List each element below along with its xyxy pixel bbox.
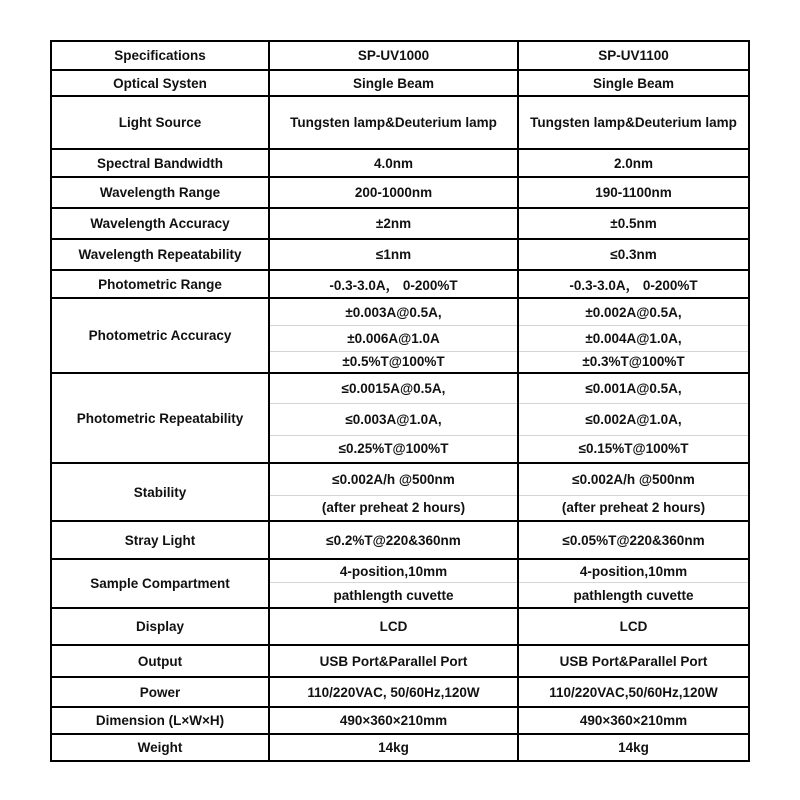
value-line: ±0.003A@0.5A, xyxy=(345,304,442,320)
value-cell-sp-uv1000 xyxy=(270,646,519,676)
row-label: Wavelength Accuracy xyxy=(90,216,230,231)
value-line: 14kg xyxy=(618,740,649,755)
row-label: Stray Light xyxy=(124,532,196,548)
value-line: 14kg xyxy=(378,740,409,755)
value-line: ≤0.002A@1.0A, xyxy=(519,403,748,434)
value-cell-sp-uv1100 xyxy=(519,271,748,297)
row-label: Photometric Range xyxy=(98,276,222,292)
row-label: Light Source xyxy=(118,115,202,130)
row-label-cell xyxy=(52,464,270,520)
value-cell-sp-uv1000 xyxy=(270,374,519,462)
value-line: ≤0.002A/h @500nm xyxy=(572,471,695,487)
row-label: Optical Systen xyxy=(113,75,207,91)
row-label: Display xyxy=(135,619,185,634)
row-label: Wavelength Repeatability xyxy=(78,247,242,262)
value-line: ±0.3%T@100%T xyxy=(519,351,748,372)
value-cell-sp-uv1100 xyxy=(519,71,748,95)
value-cell-sp-uv1000 xyxy=(270,209,519,238)
table-row-display xyxy=(52,607,748,644)
value-line: 490×360×210mm xyxy=(579,713,688,728)
value-line: USB Port&Parallel Port xyxy=(319,653,468,669)
value-line: ≤0.0015A@0.5A, xyxy=(341,381,446,397)
table-row-photometric-repeatability xyxy=(52,372,748,462)
row-label: Power xyxy=(139,684,181,700)
value-cell-sp-uv1100 xyxy=(519,240,748,269)
value-cell-sp-uv1100 xyxy=(519,374,748,462)
value-line: ±0.002A@0.5A, xyxy=(585,304,682,320)
value-cell-sp-uv1000 xyxy=(270,678,519,706)
value-cell-sp-uv1000 xyxy=(270,708,519,733)
value-cell-sp-uv1100 xyxy=(519,678,748,706)
value-cell-sp-uv1000 xyxy=(270,178,519,207)
row-label-cell xyxy=(52,240,270,269)
value-cell-sp-uv1100 xyxy=(519,209,748,238)
value-cell-sp-uv1000 xyxy=(270,97,519,148)
row-label-cell xyxy=(52,150,270,176)
row-label-cell xyxy=(52,560,270,607)
header-specifications xyxy=(52,42,270,69)
value-line: ≤0.003A@1.0A, xyxy=(270,403,517,434)
value-cell-sp-uv1000 xyxy=(270,560,519,607)
value-line: 2.0nm xyxy=(613,155,654,171)
row-label: Sample Compartment xyxy=(90,576,230,591)
value-line: pathlength cuvette xyxy=(519,582,748,607)
row-label-cell xyxy=(52,646,270,676)
row-label: Dimension (L×W×H) xyxy=(95,713,225,728)
row-label: Photometric Accuracy xyxy=(88,328,232,343)
value-line: USB Port&Parallel Port xyxy=(559,653,708,669)
value-line: ≤0.2%T@220&360nm xyxy=(326,532,461,548)
header-model-sp-uv1100 xyxy=(519,42,748,69)
value-line: 4-position,10mm xyxy=(339,563,448,579)
value-cell-sp-uv1100 xyxy=(519,560,748,607)
table-row-output xyxy=(52,644,748,676)
value-cell-sp-uv1000 xyxy=(270,240,519,269)
value-line: ≤0.002A/h @500nm xyxy=(332,471,455,487)
header-label: Specifications xyxy=(114,48,206,63)
row-label-cell xyxy=(52,708,270,733)
table-row-wavelength-repeatability xyxy=(52,238,748,269)
table-row-wavelength-accuracy xyxy=(52,207,748,238)
value-cell-sp-uv1100 xyxy=(519,735,748,760)
header-model-text: SP-UV1000 xyxy=(357,48,430,63)
table-row-light-source xyxy=(52,95,748,148)
value-cell-sp-uv1100 xyxy=(519,464,748,520)
value-line: -0.3-3.0A， 0-200%T xyxy=(329,278,458,293)
row-label-cell xyxy=(52,735,270,760)
value-line: ≤0.05%T@220&360nm xyxy=(562,532,705,548)
value-line: LCD xyxy=(379,619,408,634)
table-row-dimension-l-w-h xyxy=(52,706,748,733)
table-row-optical-systen xyxy=(52,69,748,95)
row-label: Output xyxy=(137,653,183,669)
value-line: ≤0.001A@0.5A, xyxy=(585,381,682,397)
value-line: ±0.5nm xyxy=(610,216,657,231)
value-line: ≤0.3nm xyxy=(610,247,657,262)
row-label-cell xyxy=(52,209,270,238)
value-line: ≤0.25%T@100%T xyxy=(270,435,517,462)
value-line: 4-position,10mm xyxy=(579,563,688,579)
row-label: Wavelength Range xyxy=(99,185,221,200)
value-line: 110/220VAC,50/60Hz,120W xyxy=(549,684,718,700)
value-cell-sp-uv1000 xyxy=(270,299,519,372)
row-label-cell xyxy=(52,522,270,558)
value-line: 190-1100nm xyxy=(595,185,672,200)
value-cell-sp-uv1000 xyxy=(270,609,519,644)
value-line: ≤1nm xyxy=(375,247,412,262)
row-label-cell xyxy=(52,609,270,644)
value-cell-sp-uv1100 xyxy=(519,646,748,676)
value-line: Tungsten lamp&Deuterium lamp xyxy=(530,115,737,130)
value-cell-sp-uv1000 xyxy=(270,522,519,558)
value-line: LCD xyxy=(619,619,648,634)
value-cell-sp-uv1000 xyxy=(270,71,519,95)
value-line: ±2nm xyxy=(375,216,412,231)
value-line: Single Beam xyxy=(592,75,675,91)
value-cell-sp-uv1000 xyxy=(270,464,519,520)
table-row-weight xyxy=(52,733,748,760)
value-cell-sp-uv1000 xyxy=(270,271,519,297)
value-cell-sp-uv1100 xyxy=(519,708,748,733)
table-row-photometric-accuracy xyxy=(52,297,748,372)
value-line: 200-1000nm xyxy=(354,185,433,200)
value-line: 490×360×210mm xyxy=(339,713,448,728)
table-row-photometric-range xyxy=(52,269,748,297)
value-line: ±0.5%T@100%T xyxy=(270,351,517,372)
row-label-cell xyxy=(52,374,270,462)
table-row-power xyxy=(52,676,748,706)
table-row-wavelength-range xyxy=(52,176,748,207)
row-label-cell xyxy=(52,178,270,207)
value-cell-sp-uv1100 xyxy=(519,150,748,176)
value-cell-sp-uv1100 xyxy=(519,522,748,558)
table-row-spectral-bandwidth xyxy=(52,148,748,176)
value-line: (after preheat 2 hours) xyxy=(270,495,517,520)
table-header-row xyxy=(52,42,748,69)
header-model-text: SP-UV1100 xyxy=(598,48,669,63)
value-cell-sp-uv1000 xyxy=(270,735,519,760)
value-line: pathlength cuvette xyxy=(270,582,517,607)
value-line: (after preheat 2 hours) xyxy=(519,495,748,520)
value-line: 4.0nm xyxy=(373,155,414,171)
value-cell-sp-uv1100 xyxy=(519,609,748,644)
value-line: ≤0.15%T@100%T xyxy=(519,435,748,462)
value-line: -0.3-3.0A， 0-200%T xyxy=(569,278,698,293)
row-label: Stability xyxy=(133,484,187,500)
row-label: Photometric Repeatability xyxy=(76,410,244,426)
value-line: 110/220VAC, 50/60Hz,120W xyxy=(307,684,480,700)
value-line: Tungsten lamp&Deuterium lamp xyxy=(290,115,497,130)
value-cell-sp-uv1100 xyxy=(519,178,748,207)
value-line: ±0.006A@1.0A xyxy=(270,325,517,350)
specifications-table xyxy=(50,40,750,762)
row-label-cell xyxy=(52,299,270,372)
row-label-cell xyxy=(52,71,270,95)
header-model-sp-uv1000 xyxy=(270,42,519,69)
value-cell-sp-uv1100 xyxy=(519,97,748,148)
row-label-cell xyxy=(52,97,270,148)
value-line: Single Beam xyxy=(352,75,435,91)
value-cell-sp-uv1000 xyxy=(270,150,519,176)
row-label-cell xyxy=(52,271,270,297)
table-row-stray-light xyxy=(52,520,748,558)
table-row-sample-compartment xyxy=(52,558,748,607)
row-label: Weight xyxy=(137,740,183,755)
value-line: ±0.004A@1.0A, xyxy=(519,325,748,350)
value-cell-sp-uv1100 xyxy=(519,299,748,372)
row-label: Spectral Bandwidth xyxy=(96,155,223,171)
table-row-stability xyxy=(52,462,748,520)
row-label-cell xyxy=(52,678,270,706)
